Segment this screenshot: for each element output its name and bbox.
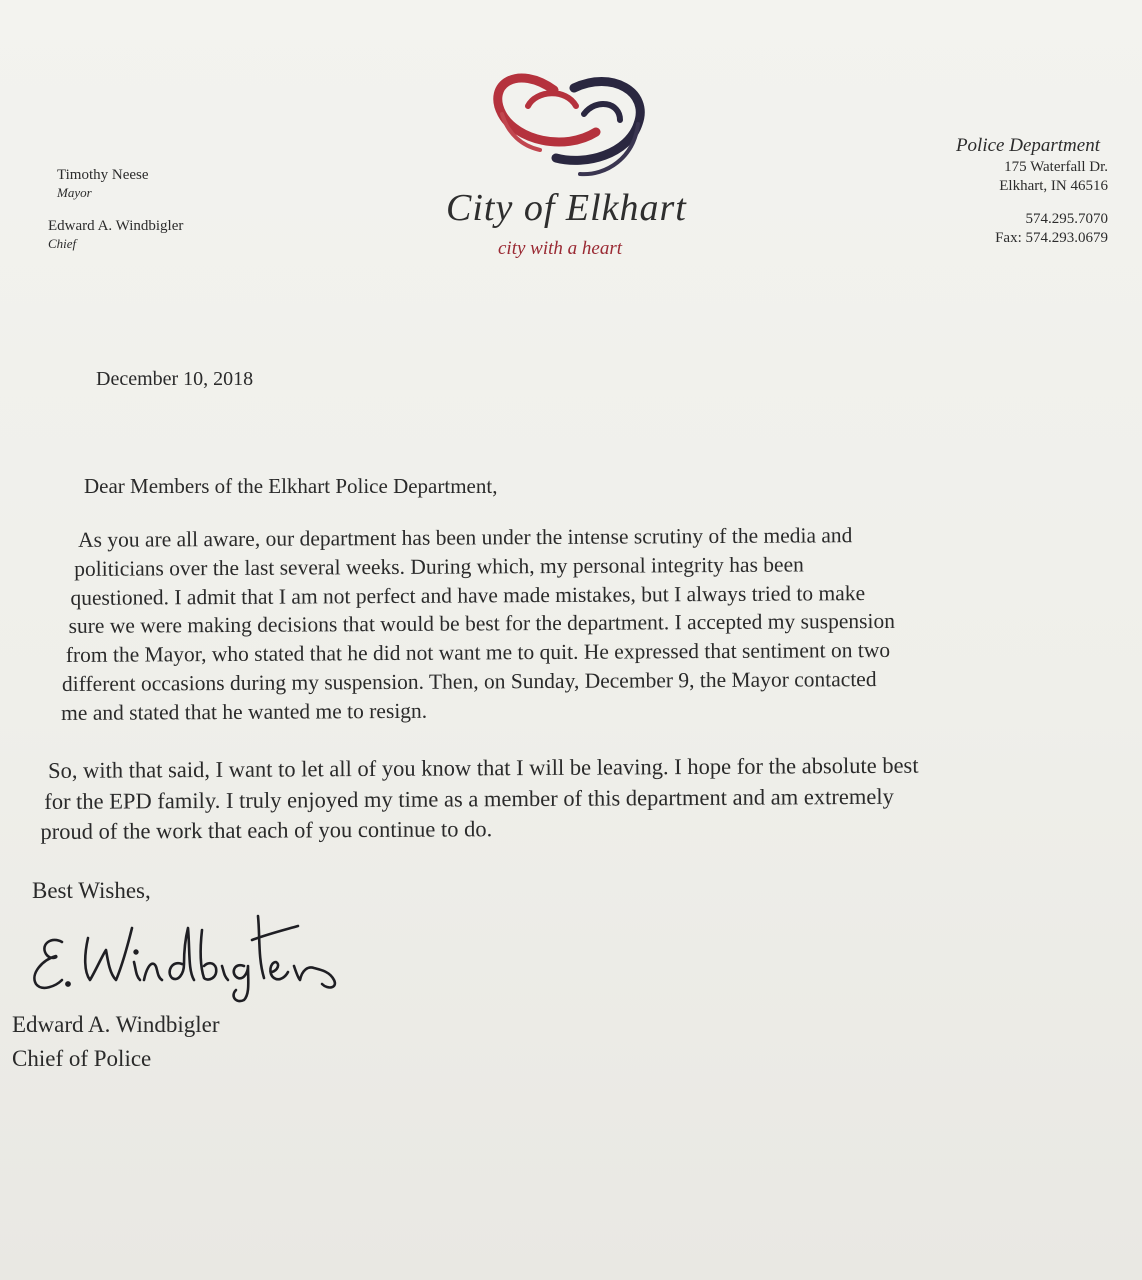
paragraph-1-line: me and stated that he wanted me to resign. (61, 698, 428, 725)
address-line1: 175 Waterfall Dr. (1004, 159, 1108, 175)
letterhead-department (848, 134, 1108, 248)
heart-swirl-icon (436, 62, 716, 202)
salutation: Dear Members of the Elkhart Police Department, (84, 474, 498, 498)
phone-number: 574.295.7070 (1025, 211, 1108, 227)
paragraph-2 (40, 750, 1091, 848)
city-logo (436, 62, 716, 272)
paragraph-1-line: questioned. I admit that I am not perfect and have made mistakes, but I always tried to make (70, 580, 866, 610)
signer-title: Chief of Police (12, 1046, 152, 1071)
address-line2: Elkhart, IN 46516 (999, 178, 1108, 194)
paragraph-2-line: So, with that said, I want to let all of you know that I will be leaving. I hope for the absolute best (48, 752, 919, 783)
chief-name: Edward A. Windbigler (48, 218, 184, 234)
letterhead-officials (48, 166, 288, 253)
paragraph-2-line: proud of the work that each of you continue to do. (40, 816, 493, 844)
paragraph-1-line: different occasions during my suspension. Then, on Sunday, December 9, the Mayor contacted (61, 666, 877, 696)
paragraph-1-line: politicians over the last several weeks. During which, my personal integrity has been (74, 552, 804, 581)
paragraph-2-line: for the EPD family. I truly enjoyed my time as a member of this department and am extremely (44, 783, 894, 814)
logo-city-name: City of Elkhart (446, 187, 687, 229)
signer-name: Edward A. Windbigler (12, 1012, 220, 1037)
letter-date: December 10, 2018 (96, 368, 254, 390)
handwritten-signature (22, 900, 342, 1005)
department-name: Police Department (955, 135, 1100, 156)
paragraph-1-line: sure we were making decisions that would be best for the department. I accepted my suspension (68, 609, 895, 639)
chief-title: Chief (48, 236, 77, 251)
fax-number: Fax: 574.293.0679 (995, 230, 1108, 246)
signer-block (12, 1008, 220, 1076)
mayor-name: Timothy Neese (57, 167, 149, 183)
paragraph-1-line: from the Mayor, who stated that he did not want me to quit. He expressed that sentiment on two (65, 638, 891, 668)
logo-tagline: city with a heart (498, 238, 623, 259)
paragraph-1-line: As you are all aware, our department has been under the intense scrutiny of the media and (78, 523, 853, 552)
mayor-title: Mayor (57, 185, 92, 200)
closing: Best Wishes, (32, 878, 151, 903)
paragraph-1 (60, 520, 1071, 728)
